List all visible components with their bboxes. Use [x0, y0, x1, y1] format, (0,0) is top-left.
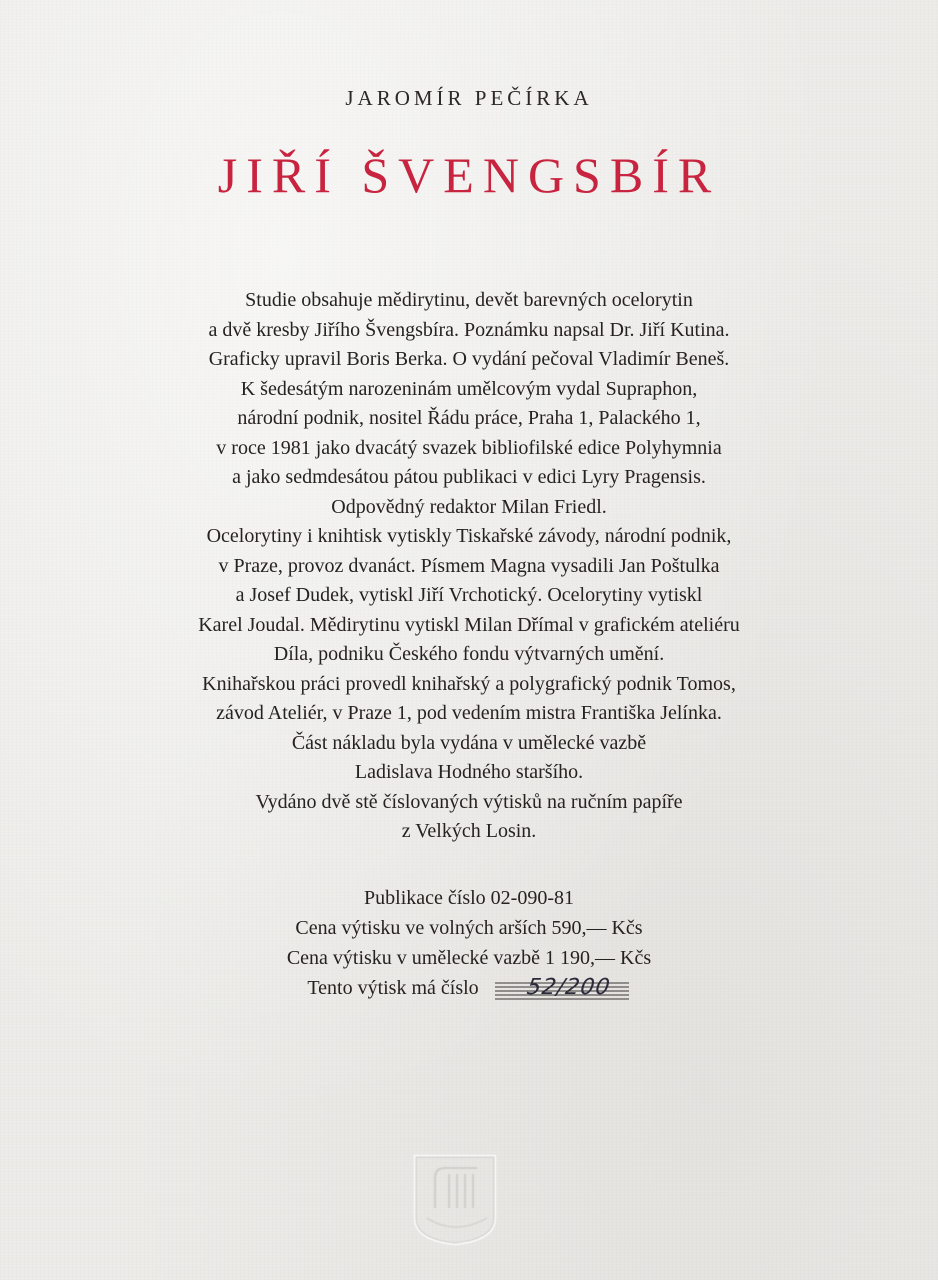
price-bound: Cena výtisku v umělecké vazbě 1 190,— Kčs	[286, 947, 652, 969]
colophon-line: národní podnik, nositel Řádu práce, Praha 1, Palackého 1,	[237, 407, 701, 429]
lyra-pragensis-blind-stamp-icon	[407, 1148, 503, 1248]
colophon-line: Vydáno dvě stě číslovaných výtisků na ručním papíře	[255, 790, 683, 813]
copy-number-field	[493, 977, 631, 1003]
colophon-line: a dvě kresby Jiřího Švengsbíra. Poznámku napsal Dr. Jiří Kutina.	[208, 318, 730, 341]
copy-number-label: Tento výtisk má číslo	[307, 977, 479, 999]
colophon-line: Odpovědný redaktor Milan Friedl.	[331, 495, 607, 518]
pricing-block	[60, 883, 878, 1003]
copy-number-line	[60, 973, 878, 1003]
colophon-line: a jako sedmdesátou pátou publikaci v edici Lyry Pragensis.	[232, 466, 706, 488]
colophon-line: z Velkých Losin.	[401, 820, 537, 842]
colophon-line: Část nákladu byla vydána v umělecké vazbě	[291, 731, 647, 754]
publication-number: Publikace číslo 02-090-81	[364, 887, 574, 909]
colophon-line: Studie obsahuje mědirytinu, devět barevných ocelorytin	[245, 289, 693, 311]
price-loose-sheets: Cena výtisku ve volných arších 590,— Kčs	[295, 917, 643, 939]
colophon-line: K šedesátým narozeninám umělcovým vydal Supraphon,	[240, 377, 698, 400]
handwritten-copy-number: 52/200	[524, 975, 612, 1000]
author-name: JAROMÍR PEČÍRKA	[345, 86, 593, 110]
colophon-line: Díla, podniku Českého fondu výtvarných umění.	[273, 643, 665, 665]
colophon-line: Ocelorytiny i knihtisk vytiskly Tiskařské závody, národní podnik,	[206, 525, 732, 547]
colophon-line: Ladislava Hodného staršího.	[354, 761, 584, 783]
colophon-line: v roce 1981 jako dvacátý svazek bibliofilské edice Polyhymnia	[216, 436, 722, 459]
book-title: JIŘÍ ŠVENGSBÍR	[217, 147, 721, 203]
colophon-line: v Praze, provoz dvanáct. Písmem Magna vysadili Jan Poštulka	[218, 554, 720, 577]
colophon-line: Knihařskou práci provedl knihařský a polygrafický podnik Tomos,	[202, 672, 736, 695]
colophon-line: a Josef Dudek, vytiskl Jiří Vrchotický. Ocelorytiny vytiskl	[235, 584, 703, 606]
colophon-line: Graficky upravil Boris Berka. O vydání pečoval Vladimír Beneš.	[208, 348, 730, 370]
colophon-line: Karel Joudal. Mědirytinu vytiskl Milan Dřímal v grafickém ateliéru	[198, 613, 740, 636]
colophon-line: závod Ateliér, v Praze 1, pod vedením mistra Františka Jelínka.	[216, 702, 722, 724]
colophon-text	[60, 286, 878, 847]
